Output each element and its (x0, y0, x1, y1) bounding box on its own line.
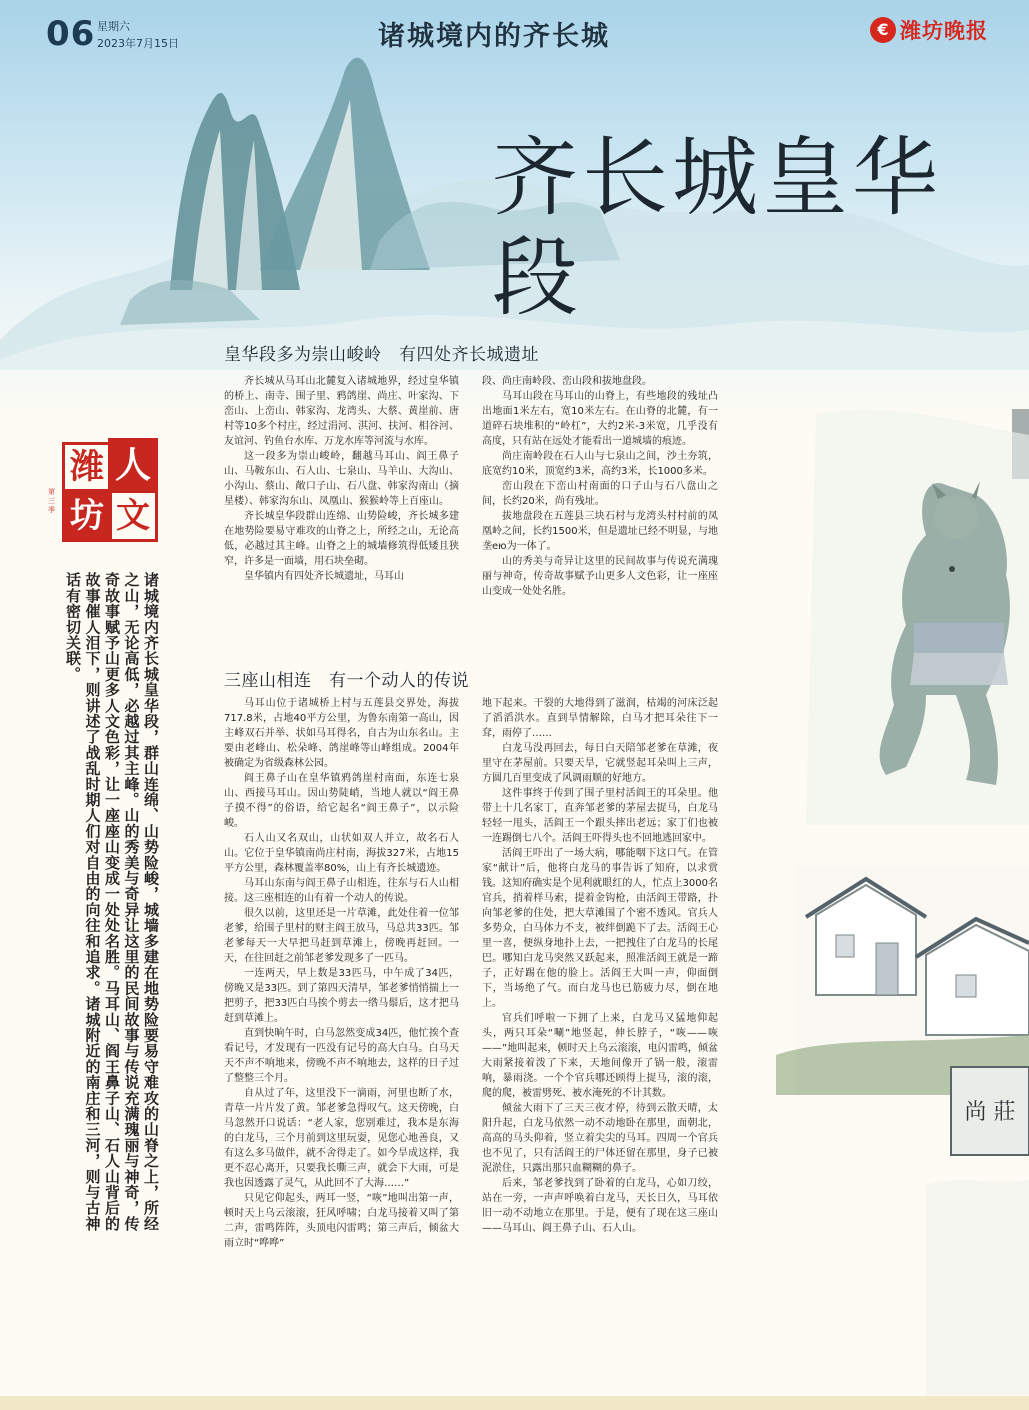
paragraph: 很久以前，这里还是一片草滩，此处住着一位邹老爹，给围子里村的财主阎王放马，马总共33匹。邹老爹每天一大早把马赶到草滩上，傍晚再赶回。一天，在往回赶之前邹老爹发现多了一匹马。 (224, 908, 459, 964)
seal-char: 坊 (62, 490, 112, 542)
paragraph: 山的秀美与奇异让这里的民间故事与传说充满瑰丽与神奇，传奇故事赋予山更多人文色彩，让一座座山变成一处处名胜。 (482, 556, 718, 597)
seal-subtitle: 第三季 (48, 488, 55, 514)
paragraph: 阎王鼻子山在皇华镇鸦鸽崖村南面，东连七泉山、西接马耳山。因山势陡峭，当地人就以“阎王鼻子摸不得”的俗语，给它起名“阎王鼻子”，以示险峻。 (224, 773, 459, 829)
weekday: 星期六 (97, 20, 130, 33)
paragraph: 石人山又名双山，山状如双人并立，故名石人山。它位于皇华镇南尚庄村南，海拔327米，占地15平方公里，森林覆盖率80%，山上有齐长城遗迹。 (224, 833, 459, 874)
paragraph: 官兵们呼啦一下拥了上来，白龙马又猛地仰起头，两只耳朵“唰”地竖起，伸长脖子，“咴——咴——”地叫起来，顿时天上乌云滚滚，电闪雷鸣，倾盆大雨紧接着泼了下来，天地间像开了锅一般，滚雷响，暴雨浇。一个个官兵哪还顾得上捉马，滚的滚，爬的爬，被雷劈死、被水淹死的不计其数。 (482, 1013, 718, 1099)
lead-paragraph-vertical: 诸城境内齐长城皇华段，群山连绵、山势险峻，城墙多建在地势险要易守难攻的山脊之上，所经之山，无论高低，必越过其主峰。山的秀美与奇异让这里的民间故事与传说充满瑰丽与神奇，传奇故事赋予山更多人文色彩，让一座座山变成一处处名胜。马耳山、阎王鼻子山、石人山背后的故事催人泪下，则讲述了战乱时期人们对自由的向往和追求。诸城附近的南庄和三河，则与古神话有密切关联。 (64, 572, 160, 1232)
paragraph: 马耳山东南与阎王鼻子山相连，往东与石人山相接。这三座相连的山有着一个动人的传说。 (224, 878, 459, 904)
paragraph: 马耳山位于诸城桥上村与五莲县交界处，海拔717.8米，占地40平方公里，为鲁东南第一高山，因主峰双石并举、状如马耳得名，自古为山东名山。主要由老峰山、松朵峰、鸽崖峰等山峰组成。2004年被确定为省级森林公园。 (224, 698, 459, 769)
village-sign-text: 尚 莊 (964, 1100, 1016, 1125)
page-header (0, 0, 1029, 60)
paragraph: 直到快晌午时，白马忽然变成34匹，他忙挨个查看记号，才发现有一匹没有记号的高大白马。白马天天不声不响地来，傍晚不声不响地去，这样的日子过了整整三个月。 (224, 1028, 459, 1084)
section-2-column-1 (224, 696, 459, 1372)
section-2-heading: 三座山相连 有一个动人的传说 (224, 671, 469, 691)
paragraph: 峦山段在下峦山村南面的口子山与石八盘山之间，长约20米，尚有残址。 (482, 481, 718, 507)
paragraph: 倾盆大雨下了三天三夜才停，待到云散天晴，太阳升起，白龙马依然一动不动地卧在那里，面朝北，高高的马头仰着，竖立着尖尖的马耳。四周一个官兵也不见了，只有活阎王的尸体还留在那里，身子已被泥淤住，只露出那只血糊糊的鼻子。 (482, 1103, 718, 1174)
paragraph: 这件事终于传到了围子里村活阎王的耳朵里。他带上十几名家丁，直奔邹老爹的茅屋去捉马，白龙马轻轻一甩头，活阎王一个跟头摔出老远；家丁们也被一连踢倒七八个。活阎王吓得头也不回地逃回家中。 (482, 788, 718, 844)
paragraph: 只见它仰起头，两耳一竖，“咴”地叫出第一声，顿时天上乌云滚滚，狂风呼啸；白龙马接着又叫了第二声，雷鸣阵阵，头顶电闪雷鸣；第三声后，倾盆大雨立时“哗哗” (224, 1193, 459, 1249)
seal-char: 潍 (62, 442, 112, 492)
paragraph: 尚庄南岭段在石人山与七泉山之间，沙土夯筑，底宽约10米，顶宽约3米，高约3米，长1000多米。 (482, 451, 718, 477)
main-headline: 齐长城皇华段 (492, 128, 942, 328)
bottom-border (0, 1396, 1029, 1410)
section-1-column-1 (224, 374, 459, 644)
paragraph: 皇华镇内有四处齐长城遗址，马耳山 (244, 571, 404, 582)
section-2-column-2 (482, 696, 718, 1372)
paragraph: 地下起来。干裂的大地得到了滋润，枯竭的河床泛起了滔滔洪水。直到旱情解除，白马才把耳朵往下一耷，雨停了…… (482, 698, 718, 739)
paragraph: 一连两天，早上数是33匹马，中午成了34匹，傍晚又是33匹。到了第四天清早，邹老爹悄悄揣上一把剪子，把33匹白马挨个剪去一绺马鬃后，这才把马赶到草滩上。 (224, 968, 459, 1024)
page-number: 06 (46, 14, 96, 54)
paragraph: 白龙马没再回去，每日白天陪邹老爹在草滩，夜里守在茅屋前。只要天旱，它就竖起耳朵叫上三声，方圆几百里变成了风调雨顺的好地方。 (482, 743, 718, 784)
page-section-title: 诸城境内的齐长城 (378, 21, 610, 52)
seal-char: 人 (108, 438, 158, 492)
paragraph: 马耳山段在马耳山的山脊上，有些地段的残址凸出地面1米左右，宽10米左右。在山脊的北麓，有一道碎石块堆积的“岭杠”，大约2米-3米宽，几乎没有高度，只有站在远处才能看出一道城墙的痕迹。 (482, 391, 718, 447)
newspaper-logo (870, 14, 988, 46)
paragraph: 齐长城皇华段群山连绵、山势险峻，齐长城多建在地势险要易守难攻的山脊之上，所经之山，无论高低，必越过其主峰。山脊之上的城墙修筑得低矮且狭窄，许多是一面墙，用石块垒砌。 (224, 511, 459, 567)
section-1-heading: 皇华段多为崇山峻岭 有四处齐长城遗址 (224, 345, 539, 365)
column-logo-seal (48, 438, 164, 550)
seal-char: 文 (108, 490, 158, 542)
logo-text: 潍坊晚报 (900, 18, 988, 43)
paragraph: 这一段多为崇山峻岭，翻越马耳山、阎王鼻子山、马鞍东山、石人山、七泉山、马羊山、大沟山、小沟山、蔡山、敞口子山、石八盘、韩家沟南山（摘星楼）、韩家沟东山、凤凰山、猴猴岭等上百座山。 (224, 451, 459, 507)
paragraph: 拔地盘段在五莲县三块石村与龙湾头村村前的凤凰岭之间，长约1500米，但是遗址已经不明显，与地垄ею为一体了。 (482, 511, 718, 552)
section-1-column-2 (482, 374, 718, 644)
paragraph: 自从过了年，这里没下一滴雨，河里也断了水，青草一片片发了黄。邹老爹急得叹气。这天傍晚，白马忽然开口说话：“老人家，您别难过，我本是东海的白龙马，三个月前到这里玩耍，见您心地善良，又有这么多马做伴，就不舍得走了。如今旱成这样，我更不忍心离开，只要我长嘶三声，就会下大雨，可是我也因透露了灵气，从此回不了大海……” (224, 1088, 459, 1189)
paragraph: 后来，邹老爹找到了卧着的白龙马，心如刀绞，站在一旁，一声声呼唤着白龙马，天长日久，马耳依旧一动不动地立在那里。于是，便有了现在这三座山——马耳山、阎王鼻子山、石人山。 (482, 1178, 718, 1234)
paragraph: 活阎王吓出了一场大病，哪能咽下这口气。在管家“献计”后，他将白龙马的事告诉了知府，以求赏钱。这知府确实是个见利就眼红的人，忙点上3000名官兵，捎着样马索，提着金钩枪，由活阎王带路，扑向邹老爹的住处，把大草滩围了个密不透风。官兵人多势众，白马体力不支，被绊倒跪下了去。活阎王心里一喜，便纵身地扑上去，一把拽住了白龙马的长尾巴。哪知白龙马突然又跃起来，照准活阎王就是一蹄子，正好踢在他的脸上。活阎王大叫一声，仰面倒下，当场绝了气。而白龙马也已筋疲力尽，倒在地上。 (482, 848, 718, 1009)
folk-tale-illustration (776, 395, 1029, 1395)
paragraph: 齐长城从马耳山北麓复入诸城地界，经过皇华镇的桥上、南寺、围子里、鸦鸽崖、尚庄、叶家沟、下峦山、上峦山、韩家沟、龙湾头、大蔡、黄崖前、唐村等10多个村庄，经过涓河、淇河、扶河、相谷河、友谊河、钓鱼台水库、万龙水库等河流与水库。 (224, 376, 459, 447)
logo-icon: € (870, 17, 896, 43)
issue-date: 2023年7月15日 (97, 37, 179, 50)
paragraph: 段、尚庄南岭段、峦山段和拔地盘段。 (482, 376, 652, 387)
